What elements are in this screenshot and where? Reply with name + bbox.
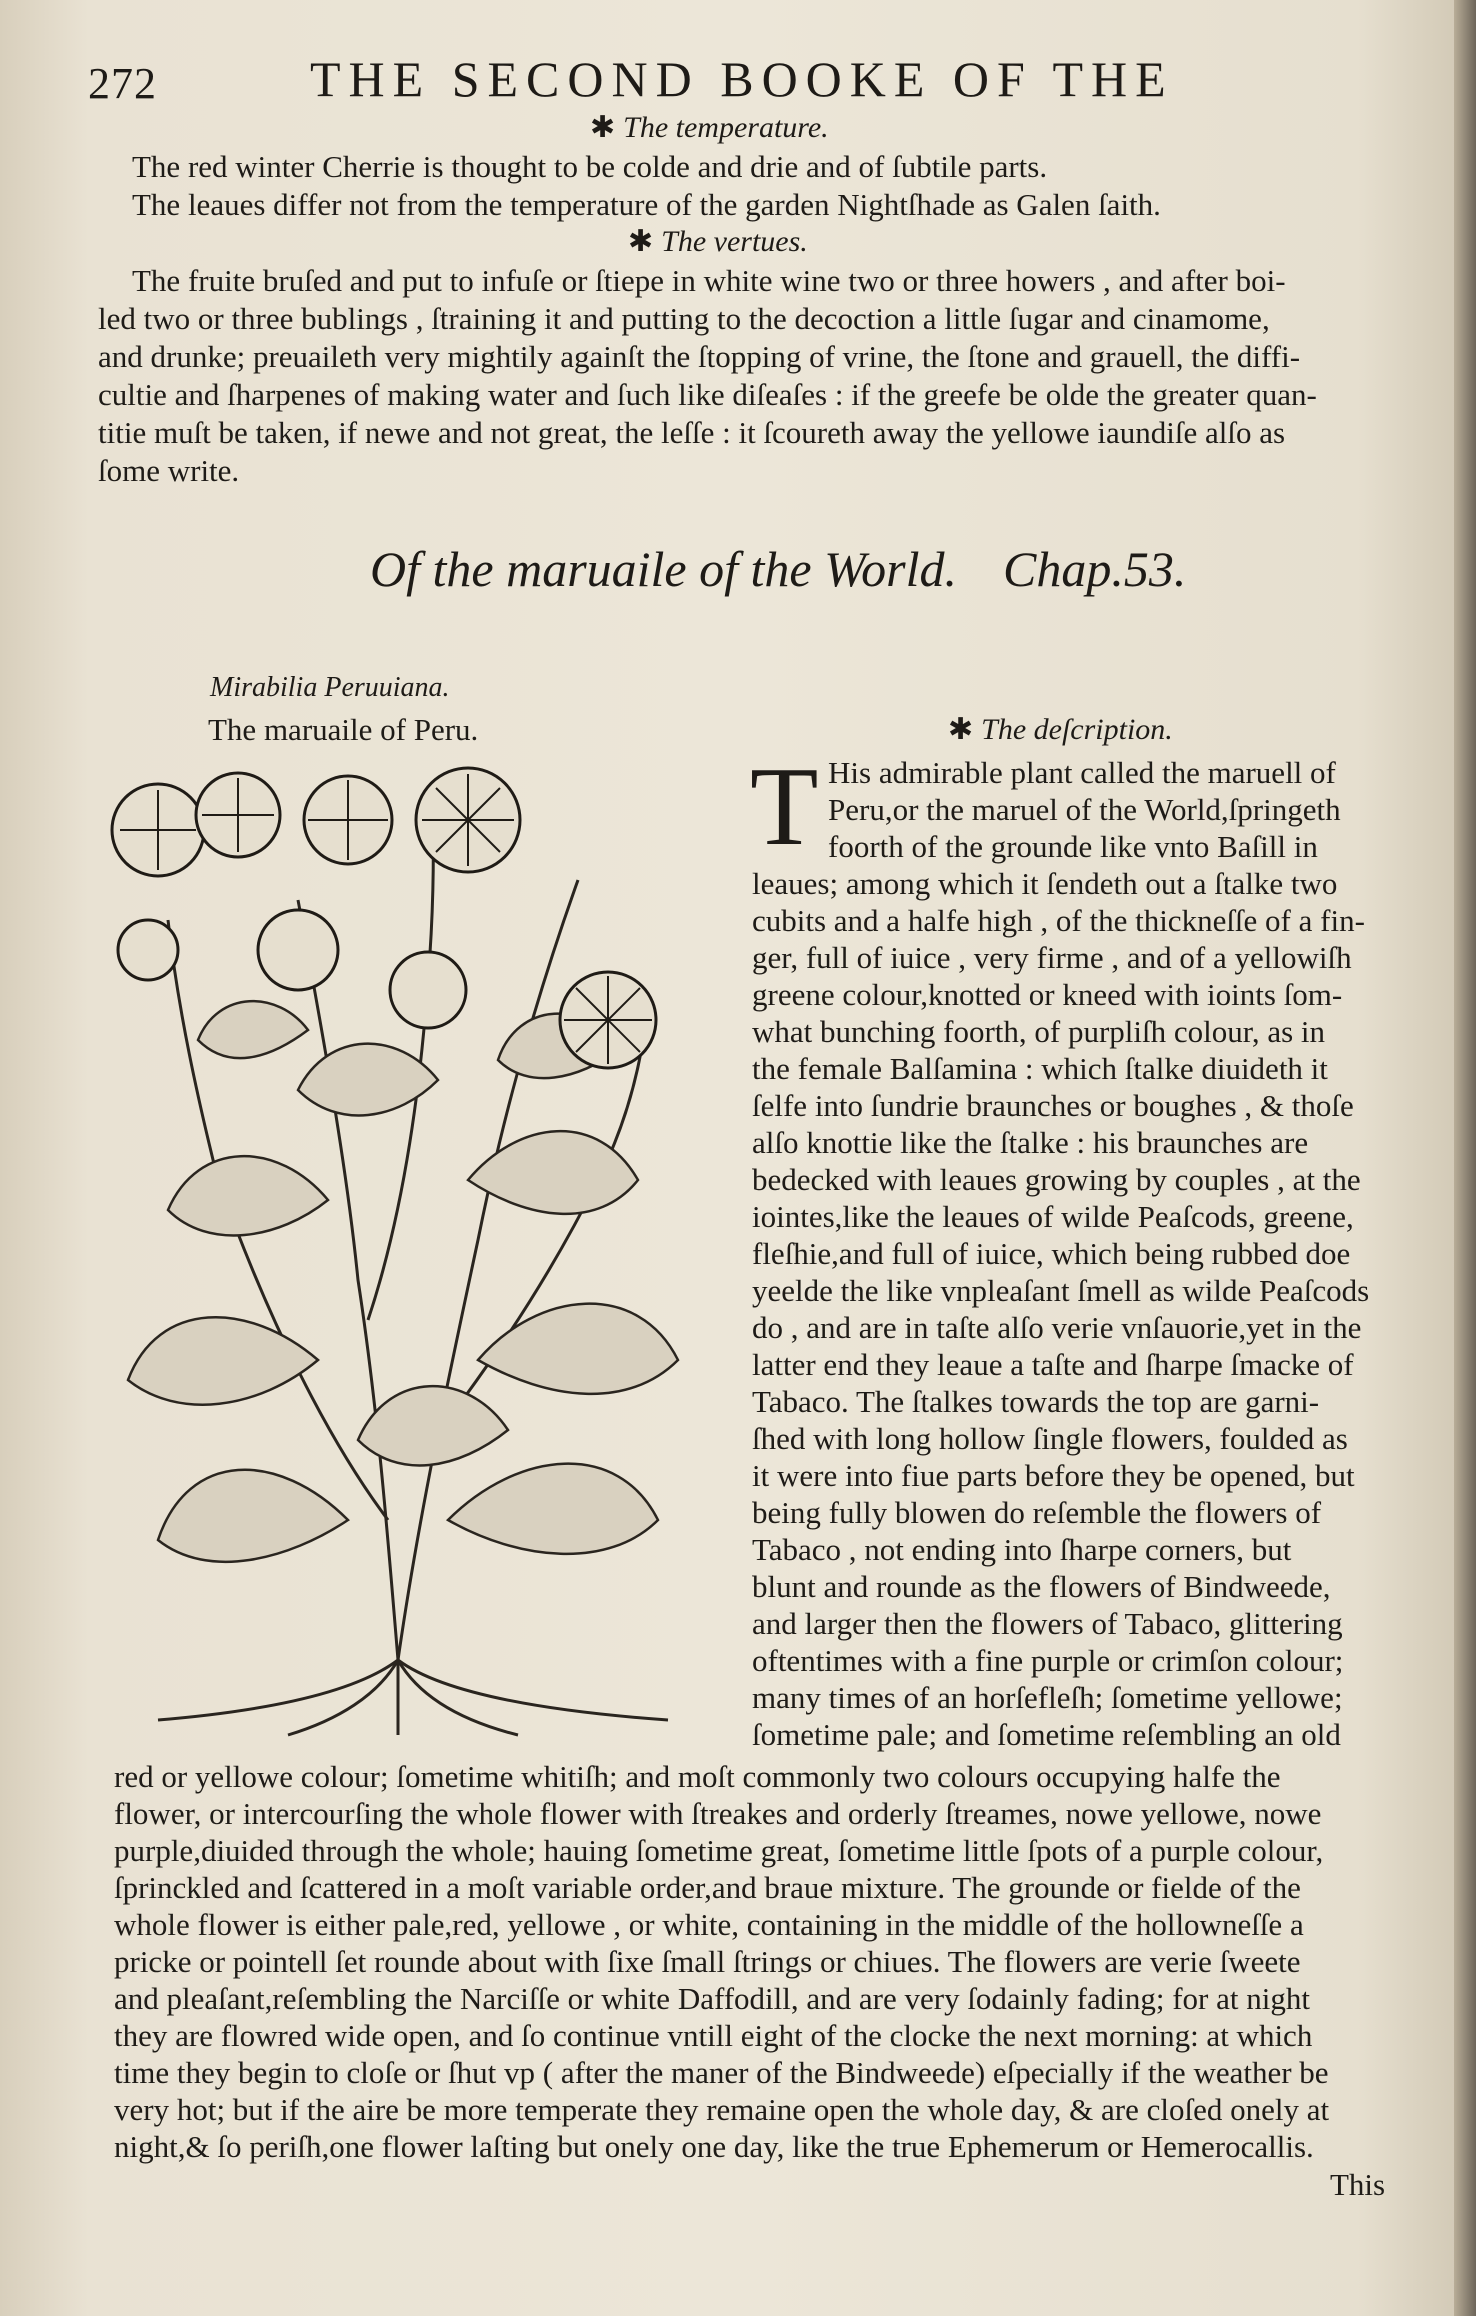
temperature-heading-text: The temperature. bbox=[623, 111, 829, 144]
description-column-line: Peru,or the maruel of the World,ſpringeth bbox=[828, 792, 1341, 827]
plant-root bbox=[398, 1660, 668, 1720]
description-column-line: yeelde the like vnpleaſant ſmell as wilde Peaſcods bbox=[752, 1273, 1370, 1308]
vertues-line-1: The fruite bruſed and put to infuſe or ſtiepe in white wine two or three howers , and after boi- bbox=[132, 263, 1286, 298]
figure-caption-english: The maruaile of Peru. bbox=[208, 712, 479, 747]
vertues-line-4: cultie and ſharpenes of making water and ſuch like diſeaſes : if the greefe be olde the greater quan- bbox=[98, 377, 1317, 412]
description-column-line: and larger then the flowers of Tabaco, glittering bbox=[752, 1606, 1343, 1641]
description-column-line: cubits and a halfe high , of the thickneſſe of a fin- bbox=[752, 903, 1365, 938]
description-column-line: blunt and rounde as the flowers of Bindweede, bbox=[752, 1569, 1331, 1604]
description-column-line: do , and are in taſte alſo verie vnſauorie,yet in the bbox=[752, 1310, 1362, 1345]
description-column-line: it were into fiue parts before they be opened, but bbox=[752, 1458, 1355, 1493]
plant-stem bbox=[298, 900, 398, 1660]
flower-petal-lines bbox=[564, 976, 652, 1064]
plant-leaf bbox=[168, 1156, 328, 1235]
vertues-line-3: and drunke; preuaileth very mightily againſt the ſtopping of vrine, the ſtone and grauell, the diffi- bbox=[98, 339, 1301, 374]
description-full-line: pricke or pointell ſet rounde about with ſixe ſmall ſtrings or chiues. The flowers are verie ſweete bbox=[114, 1944, 1301, 1979]
drop-capital: T bbox=[750, 745, 819, 869]
vertues-heading bbox=[628, 224, 808, 259]
description-full-line: time they begin to cloſe or ſhut vp ( after the maner of the Bindweede) eſpecially if the weather be bbox=[114, 2055, 1329, 2090]
description-full-line: whole flower is either pale,red, yellowe , or white, containing in the middle of the hollowneſſe a bbox=[114, 1907, 1304, 1942]
description-full-line: and pleaſant,reſembling the Narciſſe or white Daffodill, and are very ſodainly fading; for at night bbox=[114, 1981, 1310, 2016]
plant-leaf bbox=[128, 1317, 318, 1404]
description-heading bbox=[948, 712, 1173, 747]
chapter-number: Chap.53. bbox=[1003, 541, 1187, 597]
description-column-line: many times of an horſefleſh; ſometime yellowe; bbox=[752, 1680, 1343, 1715]
description-column-line: ſhed with long hollow ſingle flowers, foulded as bbox=[752, 1421, 1348, 1456]
description-column-line: Tabaco. The ſtalkes towards the top are garni- bbox=[752, 1384, 1320, 1419]
description-column-line: foorth of the grounde like vnto Baſill in bbox=[828, 829, 1318, 864]
vertues-line-6: ſome write. bbox=[98, 453, 240, 488]
figure-caption-latin: Mirabilia Peruuiana. bbox=[210, 672, 450, 703]
description-column-line: what bunching foorth, of purpliſh colour, as in bbox=[752, 1014, 1326, 1049]
description-column-line: leaues; among which it ſendeth out a ſtalke two bbox=[752, 866, 1338, 901]
description-full-line: they are flowred wide open, and ſo continue vntill eight of the clocke the next morning: at which bbox=[114, 2018, 1313, 2053]
catchword: This bbox=[1330, 2167, 1386, 2202]
vertues-line-5: titie muſt be taken, if newe and not great, the leſſe : it ſcoureth away the yellowe iaundiſe alſo as bbox=[98, 415, 1286, 450]
description-column-line: fleſhie,and full of iuice, which being rubbed doe bbox=[752, 1236, 1351, 1271]
description-column-line: latter end they leaue a taſte and ſharpe ſmacke of bbox=[752, 1347, 1354, 1382]
vertues-heading-text: The vertues. bbox=[661, 225, 808, 258]
description-column-line: Tabaco , not ending into ſharpe corners, but bbox=[752, 1532, 1292, 1567]
description-heading-text: The deſcription. bbox=[981, 713, 1173, 746]
description-column-line: ger, full of iuice , very firme , and of a yellowiſh bbox=[752, 940, 1352, 975]
description-column-line: being fully blowen do reſemble the flowers of bbox=[752, 1495, 1322, 1530]
plant-leaf bbox=[468, 1131, 638, 1214]
asterisk-icon: ✱ bbox=[590, 111, 616, 144]
flower bbox=[258, 910, 338, 990]
book-gutter bbox=[1454, 0, 1476, 2316]
plant-leaf bbox=[198, 1001, 308, 1058]
description-column-line: His admirable plant called the maruell of bbox=[828, 755, 1336, 790]
description-full-line: purple,diuided through the whole; hauing ſometime great, ſometime little ſpots of a purple colour, bbox=[114, 1833, 1324, 1868]
description-full-line: flower, or intercourſing the whole flower with ſtreakes and orderly ſtreames, nowe yellowe, nowe bbox=[114, 1796, 1322, 1831]
running-head: THE SECOND BOOKE OF THE bbox=[310, 51, 1174, 107]
flower bbox=[390, 952, 466, 1028]
description-full-line: ſprinckled and ſcattered in a moſt variable order,and braue mixture. The grounde or fielde of the bbox=[114, 1870, 1301, 1905]
description-column-line: iointes,like the leaues of wilde Peaſcods, greene, bbox=[752, 1199, 1354, 1234]
plant-root bbox=[158, 1660, 398, 1720]
flower bbox=[118, 920, 178, 980]
plant-leaf bbox=[448, 1464, 658, 1554]
chapter-title: Of the maruaile of the World. bbox=[370, 541, 958, 597]
description-column-line: the female Balſamina : which ſtalke diuideth it bbox=[752, 1051, 1328, 1086]
description-column-line: oftentimes with a fine purple or crimſon colour; bbox=[752, 1643, 1344, 1678]
plant-leaf bbox=[158, 1470, 348, 1562]
description-column-line: bedecked with leaues growing by couples , at the bbox=[752, 1162, 1361, 1197]
temperature-heading bbox=[590, 110, 829, 145]
plant-leaf bbox=[358, 1386, 508, 1465]
temperature-line-1: The red winter Cherrie is thought to be colde and drie and of ſubtile parts. bbox=[132, 149, 1048, 184]
page-number: 272 bbox=[88, 59, 157, 108]
woodcut-plant-illustration bbox=[98, 760, 698, 1740]
description-column-line: alſo knottie like the ſtalke : his braunches are bbox=[752, 1125, 1309, 1160]
vertues-line-2: led two or three bublings , ſtraining it and putting to the decoction a little ſugar and cinamome, bbox=[98, 301, 1270, 336]
description-full-line: night,& ſo periſh,one flower laſting but onely one day, like the true Ephemerum or Hemerocallis. bbox=[114, 2129, 1314, 2164]
description-column-line: greene colour,knotted or kneed with ioints ſom- bbox=[752, 977, 1343, 1012]
description-column-line: ſometime pale; and ſometime reſembling an old bbox=[752, 1717, 1341, 1752]
plant-leaf bbox=[298, 1044, 438, 1116]
description-column-line: ſelfe into ſundrie braunches or boughes , & thoſe bbox=[752, 1088, 1354, 1123]
plant-leaf bbox=[478, 1304, 678, 1394]
temperature-line-2: The leaues differ not from the temperature of the garden Nightſhade as Galen ſaith. bbox=[132, 187, 1161, 222]
description-full-line: very hot; but if the aire be more temperate they remaine open the whole day, & are cloſed onely at bbox=[114, 2092, 1330, 2127]
chapter-heading bbox=[370, 540, 1186, 598]
description-full-line: red or yellowe colour; ſometime whitiſh; and moſt commonly two colours occupying halfe the bbox=[114, 1759, 1281, 1794]
asterisk-icon: ✱ bbox=[628, 225, 654, 258]
asterisk-icon: ✱ bbox=[948, 713, 974, 746]
